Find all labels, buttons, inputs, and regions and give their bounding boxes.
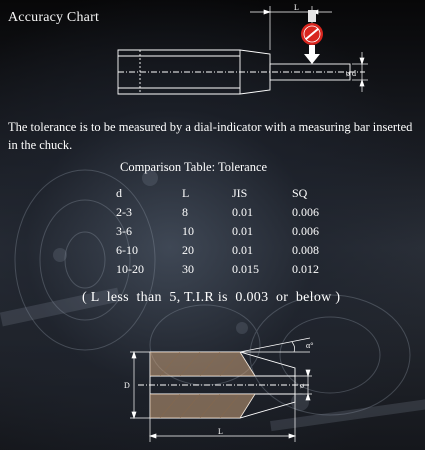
page-title: Accuracy Chart [8,10,100,25]
cell-l: 30 [182,262,194,276]
cell-l: 20 [182,243,194,257]
diameter-label: ø d [346,69,356,78]
cell-sq: 0.012 [292,262,319,276]
cell-d: 3-6 [116,224,132,238]
cell-sq: 0.006 [292,224,319,238]
header-l: L [182,185,190,200]
cell-jis: 0.01 [232,243,253,257]
chuck-measurement-diagram [110,2,385,102]
table-row [116,222,342,241]
cell-l: 8 [182,205,188,219]
table-row [116,203,342,222]
angle-dimension [240,338,310,352]
measurement-note: The tolerance is to be measured by a dial-indicator with a measuring bar inserted in the chuck. [8,120,413,152]
overall-length-label: L [218,427,223,436]
header-d: d [116,185,122,200]
table-row [116,241,342,260]
cell-jis: 0.01 [232,205,253,219]
header-sq: SQ [292,185,308,200]
tolerance-table [116,183,342,279]
length-label: L [294,3,299,12]
table-header-row [116,183,342,203]
table-row [116,260,342,279]
bore-diameter-label: ø [300,381,304,390]
cell-jis: 0.01 [232,224,253,238]
outer-diameter-label: D [124,381,130,390]
tir-note: ( L less than 5, T.I.R is 0.003 or below ) [82,290,341,305]
cell-l: 10 [182,224,194,238]
dial-indicator-icon [301,10,323,64]
cell-jis: 0.015 [232,262,259,276]
collet-cross-section-diagram [120,330,330,446]
cell-d: 10-20 [116,262,144,276]
angle-label: α° [306,341,314,350]
cell-sq: 0.008 [292,243,319,257]
cell-d: 6-10 [116,243,138,257]
table-title: Comparison Table: Tolerance [120,160,268,174]
header-jis: JIS [232,185,248,200]
cell-sq: 0.006 [292,205,319,219]
cell-d: 2-3 [116,205,132,219]
